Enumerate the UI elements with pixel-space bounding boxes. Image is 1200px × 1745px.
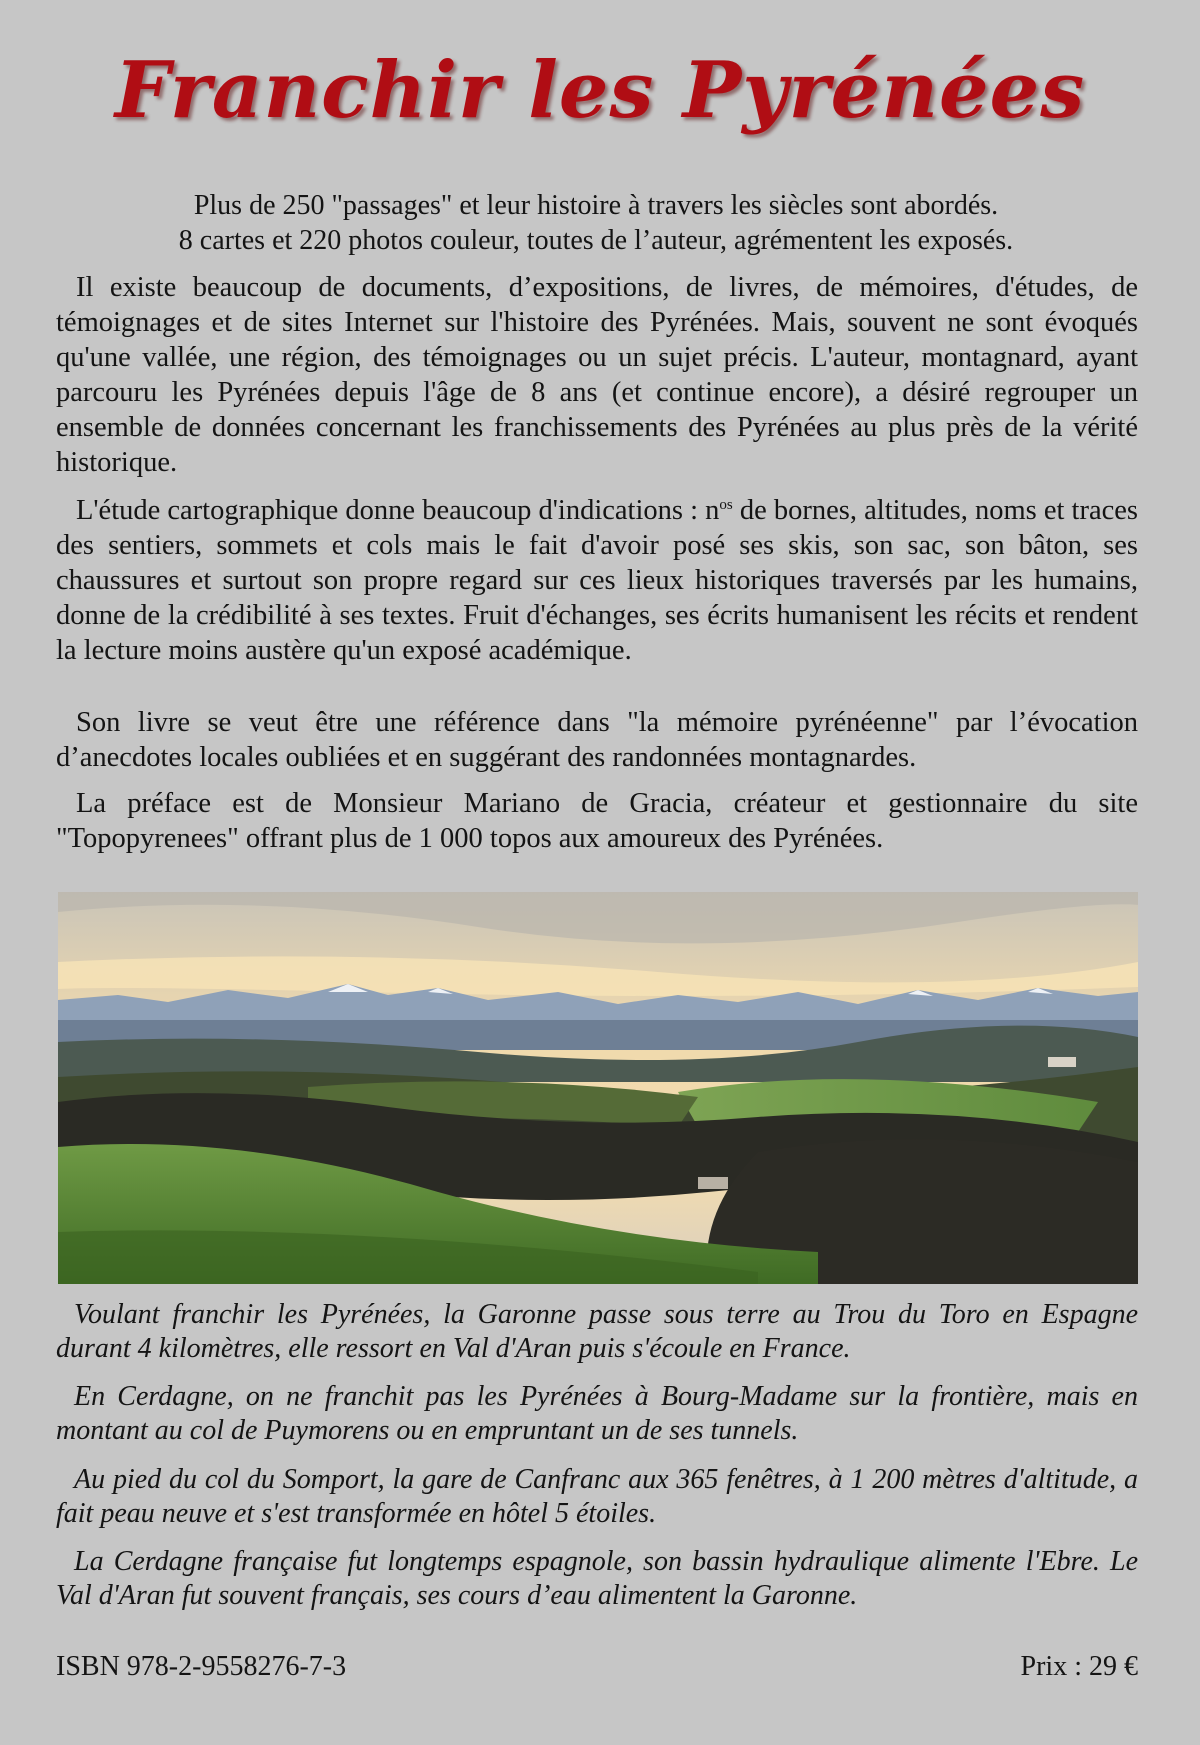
caption-3-text: Au pied du col du Somport, la gare de Canfranc aux 365 fenêtres, à 1 200 mètres d'altitude, a fait peau neuve et s'est transformée en hôtel 5 étoiles. [56,1464,1138,1529]
caption-1-text: Voulant franchir les Pyrénées, la Garonne passe sous terre au Trou du Toro en Espagne durant 4 kilomètres, elle ressort en Val d'Aran puis s'écoule en France. [56,1299,1138,1364]
paragraph-2-end: de bornes, altitudes, noms et traces des sentiers, sommets et cols mais le fait d'avoir posé ses skis, son sac, son bâton, ses chaussures et surtout son propre regard sur ces lieux historiques traversés par les humains, donne de la crédibilité à ses textes. Fruit d'échanges, ses écrits humanisent les récits et rendent la lecture moins austère qu'un exposé académique. [56,495,1138,666]
paragraph-2-start: L'étude cartographique donne beaucoup d'indications : n [76,495,720,526]
caption-2-text: En Cerdagne, on ne franchit pas les Pyrénées à Bourg-Madame sur la frontière, mais en montant au col de Puymorens ou en empruntant un de ses tunnels. [56,1381,1138,1446]
intro-line-1: Plus de 250 "passages" et leur histoire à travers les siècles sont abordés. [193,190,999,221]
page-title: Franchir les Pyrénées [114,45,1086,136]
paragraph-4 [56,786,1138,856]
paragraph-1 [56,270,1138,480]
paragraph-2-text [56,493,1138,668]
caption-1 [56,1298,1138,1366]
caption-2 [56,1380,1138,1448]
caption-4 [56,1545,1138,1613]
price-label: Prix : 29 € [1020,1651,1138,1682]
landscape-photo [58,892,1138,1284]
paragraph-3 [56,705,1138,775]
paragraph-4-text: La préface est de Monsieur Mariano de Gracia, créateur et gestionnaire du site "Topopyrenees" offrant plus de 1 000 topos aux amoureux des Pyrénées. [56,788,1138,854]
paragraph-3-text: Son livre se veut être une référence dans "la mémoire pyrénéenne" par l’évocation d’anecdotes locales oubliées et en suggérant des randonnées montagnardes. [56,707,1138,773]
paragraph-2 [56,493,1138,668]
paragraph-1-text: Il existe beaucoup de documents, d’expositions, de livres, de mémoires, d'études, de témoignages et de sites Internet sur l'histoire des Pyrénées. Mais, souvent ne sont évoqués qu'une vallée, une région, des témoignages ou un sujet précis. L'auteur, montagnard, ayant parcouru les Pyrénées depuis l'âge de 8 ans (et continue encore), a désiré regrouper un ensemble de données concernant les franchissements des Pyrénées au plus près de la vérité historique. [56,272,1138,478]
intro-block [56,188,1136,258]
landscape-illustration [58,892,1138,1284]
paragraph-2-superscript: os [719,497,733,513]
isbn-label: ISBN 978-2-9558276-7-3 [56,1651,347,1682]
intro-line-2: 8 cartes et 220 photos couleur, toutes de l’auteur, agrémentent les exposés. [178,225,1014,256]
caption-3 [56,1463,1138,1531]
caption-4-text: La Cerdagne française fut longtemps espagnole, son bassin hydraulique alimente l'Ebre. Le Val d'Aran fut souvent français, ses cours d’eau alimentent la Garonne. [56,1546,1138,1611]
